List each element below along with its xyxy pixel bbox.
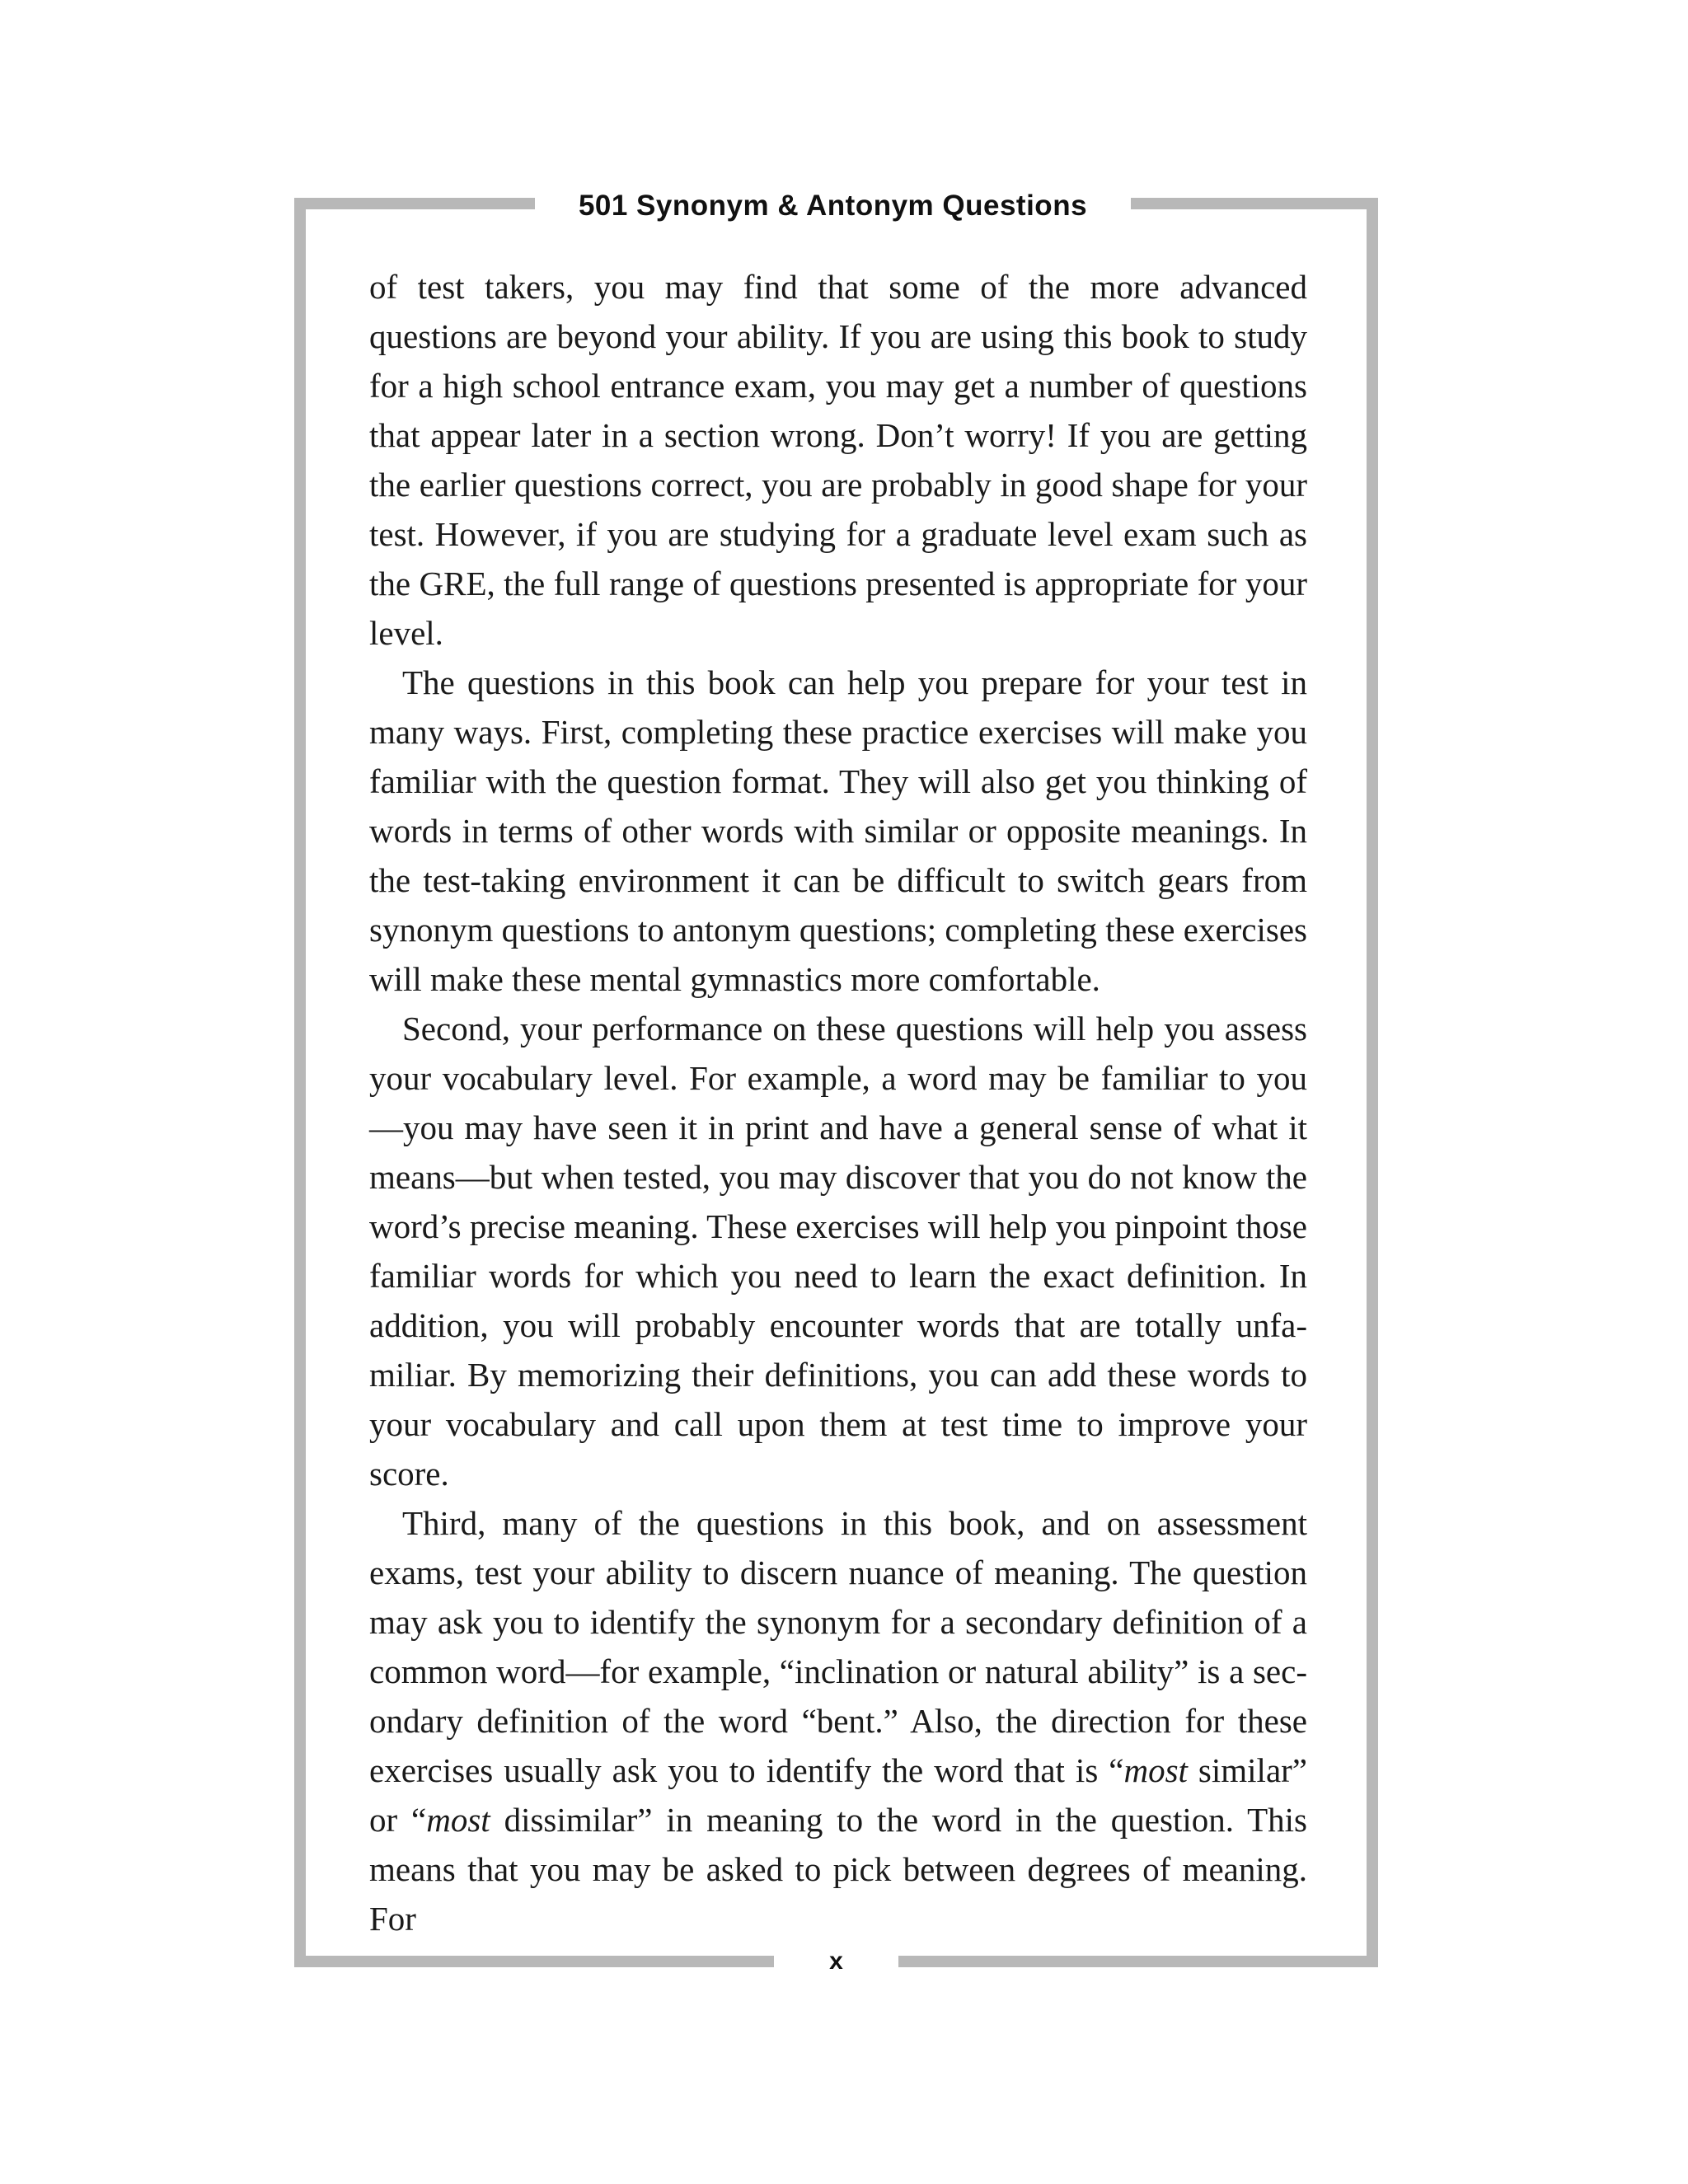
- frame-left-bar: [294, 198, 306, 1967]
- emphasis-most-2: most: [426, 1801, 490, 1839]
- paragraph-2: The questions in this book can help you prepare for your test in many ways. First, completing these practice exercises will make you familiar with the question format. They will also get you thinking of words in terms of other words with similar or opposite meanings. In the test-taking environment it can be difficult to switch gears from synonym questions to antonym questions; completing these exercises will make these mental gymnastics more comfortable.: [369, 663, 1307, 998]
- paragraph-3: Second, your performance on these questions will help you assess your vocabulary level. For example, a word may be familiar to you—you may have seen it in print and have a general sense of what it means—but when tested, you may discover that you do not know the word’s precise meaning. These exercises will help you pinpoint those familiar words for which you need to learn the exact definition. In addition, you will probably encounter words that are totally unfamiliar. By memorizing their definitions, you can add these words to your vocabulary and call upon them at test time to improve your score.: [369, 1010, 1307, 1493]
- frame-top-right-bar: [1131, 198, 1378, 209]
- body-text: [369, 262, 1307, 1943]
- frame-bottom-left-bar: [294, 1956, 774, 1967]
- paragraph-4-text-b: similar” or “: [369, 1751, 1307, 1839]
- paragraph-4-text-a: Third, many of the questions in this book, and on assessment exams, test your ability to discern nuance of meaning. The question may ask you to identify the synonym for a secondary definition of a common word—for example, “inclination or natural ability” is a secondary definition of the word “bent.” Also, the direction for these exercises usually ask you to identify the word that is “: [369, 1504, 1307, 1789]
- running-head: 501 Synonym & Antonym Questions: [578, 190, 1088, 222]
- frame-bottom-right-bar: [898, 1956, 1378, 1967]
- page-number: x: [829, 1947, 843, 1975]
- paragraph-1: of test takers, you may find that some of the more advanced questions are beyond your ability. If you are using this book to study for a high school entrance exam, you may get a number of questions that appear later in a section wrong. Don’t worry! If you are getting the earlier questions correct, you are probably in good shape for your test. However, if you are studying for a graduate level exam such as the GRE, the full range of questions presented is appropriate for your level.: [369, 268, 1307, 652]
- paragraph-4: [369, 1498, 1307, 1943]
- emphasis-most-1: most: [1123, 1751, 1188, 1789]
- frame-right-bar: [1367, 198, 1378, 1967]
- paragraph-4-text-c: dissimilar” in meaning to the word in the question. This means that you may be asked to pick between degrees of meaning. For: [369, 1801, 1307, 1938]
- frame-top-left-bar: [294, 198, 535, 209]
